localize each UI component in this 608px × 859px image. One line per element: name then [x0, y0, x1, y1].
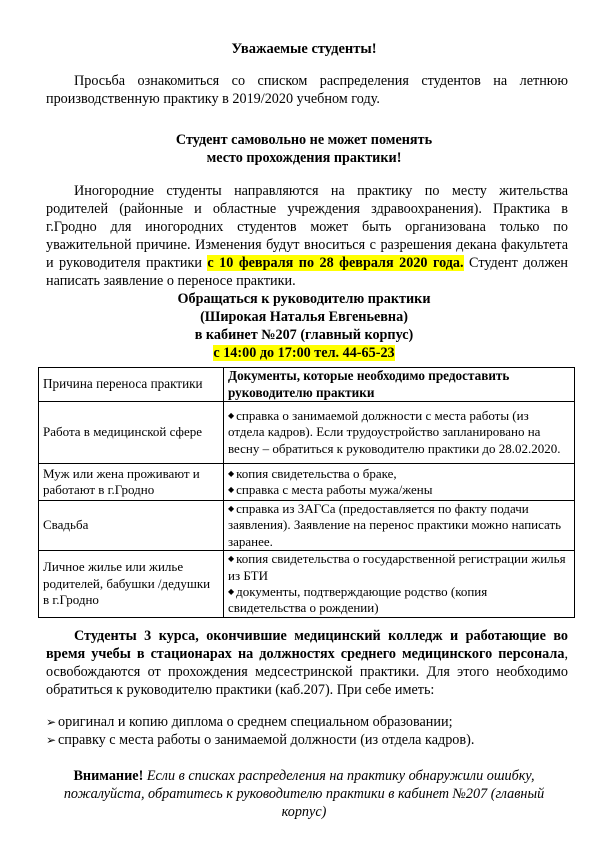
- list-item: [46, 731, 474, 749]
- intro-line-2: производственную практику в 2019/2020 учебном году.: [46, 91, 380, 107]
- diamond-bullet-icon: ◆: [228, 554, 235, 564]
- documents-cell: [224, 551, 575, 618]
- intro-paragraph: [46, 72, 568, 108]
- document-item: [228, 551, 568, 584]
- reason-cell: Муж или жена проживают и работают в г.Гродно: [39, 464, 224, 501]
- document-item: [228, 584, 568, 617]
- third-year-paragraph: [46, 627, 568, 699]
- document-text: копия свидетельства о государственной регистрации жилья из БТИ: [228, 551, 566, 583]
- diamond-bullet-icon: ◆: [228, 587, 235, 597]
- document-item: [228, 482, 568, 498]
- diamond-bullet-icon: ◆: [228, 485, 235, 494]
- arrowhead-bullet-icon: ➢: [46, 715, 57, 729]
- contact-line-1: Обращаться к руководителю практики: [177, 291, 431, 307]
- contact-line-2: (Широкая Наталья Евгеньевна): [200, 309, 408, 325]
- intro-line-1: Просьба ознакомиться со списком распределения студентов на летнюю: [74, 73, 568, 89]
- table-row: [39, 501, 575, 551]
- contact-hours-highlight: с 14:00 до 17:00 тел. 44-65-23: [213, 345, 395, 361]
- document-item: [228, 466, 568, 482]
- diamond-bullet-icon: ◆: [228, 468, 235, 478]
- document-text: справка с места работы мужа/жены: [236, 482, 433, 497]
- table-row: [39, 464, 575, 501]
- documents-table: [38, 367, 575, 618]
- list-item-text: справку с места работы о занимаемой должности (из отдела кадров).: [58, 732, 475, 748]
- contact-line-3: в кабинет №207 (главный корпус): [194, 327, 414, 343]
- reason-cell: Личное жилье или жилье родителей, бабушки /дедушки в г.Гродно: [39, 551, 224, 618]
- out-of-town-paragraph: [46, 182, 568, 290]
- table-row: [39, 551, 575, 618]
- warning-line-1: Студент самовольно не может поменять: [175, 132, 433, 148]
- deadline-highlight: с 10 февраля по 28 февраля 2020 года.: [207, 255, 464, 271]
- documents-cell: [224, 464, 575, 501]
- documents-cell: [224, 402, 575, 464]
- document-text: справка из ЗАГСа (предоставляется по факту подачи заявления). Заявление на перенос практики можно написать заранее.: [228, 501, 562, 549]
- header-documents: Документы, которые необходимо предоставить руководителю практики: [224, 368, 575, 402]
- out-of-town-text: Иногородние студенты направляются на практику по месту жительства родителей (районные и областные учреждения здравоохранения). Практика в г.Гродно для иногородних студентов может быть организована только по уважительной причине. Изменения будут вноситься с разрешения декана факультета и руководителя практики: [46, 183, 568, 271]
- header-reason: Причина переноса практики: [39, 368, 224, 402]
- document-text: документы, подтверждающие родство (копия свидетельства о рождении): [228, 584, 488, 616]
- document-item: [228, 408, 568, 457]
- third-year-text: , освобождаются от прохождения медсестринской практики. Для этого необходимо обратиться к руководителю практики (каб.207). При себе иметь:: [46, 646, 568, 698]
- third-year-bold: Студенты 3 курса, окончившие медицинский колледж и работающие во время учебы в стационарах на должностях среднего медицинского персонала: [46, 628, 568, 662]
- warning-line-2: место прохождения практики!: [206, 150, 402, 166]
- attention-label: Внимание!: [73, 768, 144, 784]
- document-text: справка о занимаемой должности с места работы (из отдела кадров). Если трудоустройство запланировано на весну – обратиться к руководителю практики до 28.02.2020.: [228, 407, 561, 456]
- table-header-row: [39, 368, 575, 402]
- attention-text: Если в списках распределения на практику обнаружили ошибку, пожалуйста, обратитесь к руководителю практики в кабинет №207 (главный корпус): [63, 768, 545, 820]
- contact-hours: [0, 344, 608, 362]
- document-item: [228, 501, 568, 550]
- documents-cell: [224, 501, 575, 551]
- reason-cell: Работа в медицинской сфере: [39, 402, 224, 464]
- table-row: [39, 402, 575, 464]
- application-note: Студент должен написать заявление о переносе практики.: [46, 255, 569, 289]
- arrowhead-bullet-icon: ➢: [46, 733, 57, 747]
- list-item: [46, 713, 453, 731]
- list-item-text: оригинал и копию диплома о среднем специальном образовании;: [58, 714, 453, 730]
- page-title: Уважаемые студенты!: [231, 41, 377, 57]
- document-text: копия свидетельства о браке,: [236, 465, 397, 481]
- attention-note: [40, 767, 568, 821]
- diamond-bullet-icon: ◆: [228, 504, 235, 513]
- reason-cell: Свадьба: [39, 501, 224, 551]
- diamond-bullet-icon: ◆: [228, 410, 235, 420]
